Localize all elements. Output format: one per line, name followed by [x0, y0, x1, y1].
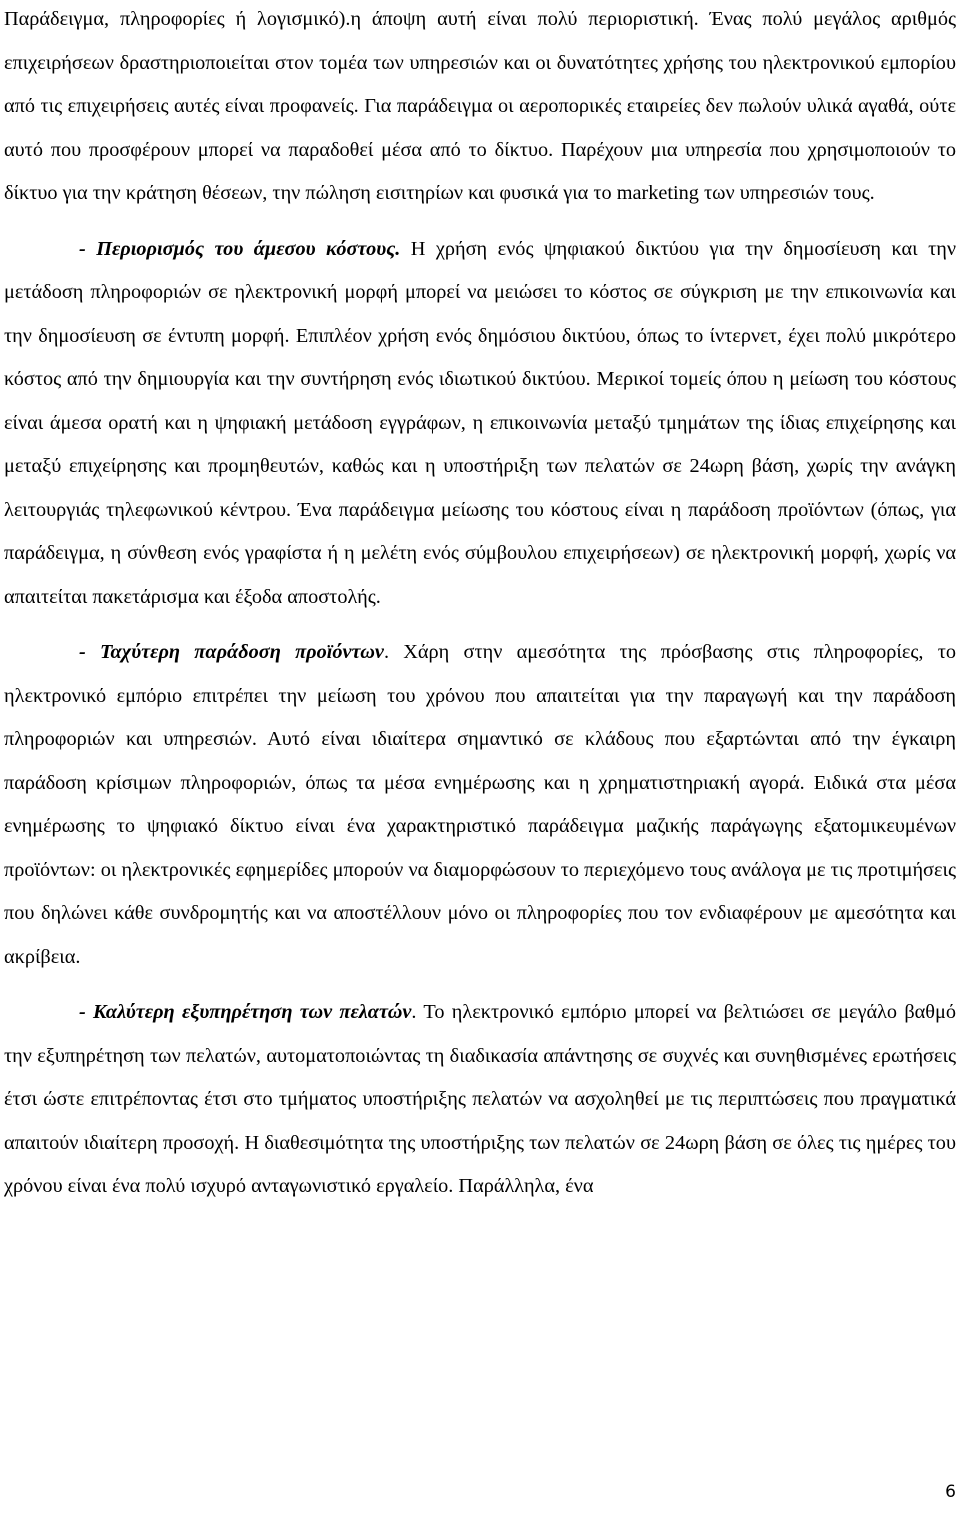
section-heading: - Περιορισμός του άμεσου κόστους — [79, 237, 396, 260]
intro-paragraph — [4, 0, 956, 216]
section-body: Χάρη στην αμεσότητα της πρόσβασης στις πληροφορίες, το ηλεκτρονικό εμπόριο επιτρέπει την μείωση του χρόνου που απαιτείται για την παραγωγή και την παράδοση πληροφοριών και υπηρεσιών. Αυτό είναι ιδιαίτερα σημαντικό σε κλάδους που εξαρτώνται από την έγκαιρη παράδοση κρίσιμων πληροφοριών, όπως τα μέσα ενημέρωσης και η χρηματιστηριακή αγορά. Ειδικά στα μέσα ενημέρωσης το ψηφιακό δίκτυο είναι ένα χαρακτηριστικό παράδειγμα μαζικής παράγωγης εξατομικευμένων προϊόντων: οι ηλεκτρονικές εφημερίδες μπορούν να διαμορφώσουν το περιεχόμενο τους ανάλογα με τις προτιμήσεις που δηλώνει κάθε συνδρομητής και να αποστέλλουν μόνο οι πληροφορίες που τον ενδιαφέρουν με αμεσότητα και ακρίβεια. — [4, 641, 956, 968]
section-heading-punct: . — [395, 237, 401, 260]
section-direct-cost — [4, 228, 956, 620]
section-body: Η χρήση ενός ψηφιακού δικτύου για την δημοσίευση και την μετάδοση πληροφοριών σε ηλεκτρονική μορφή μπορεί να μειώσει το κόστος σε σύγκριση με την επικοινωνία και την δημοσίευση σε έντυπη μορφή. Επιπλέον χρήση ενός δημόσιου δικτύου, όπως το ίντερνετ, έχει πολύ μικρότερο κόστος από την δημιουργία και την συντήρηση ενός ιδιωτικού δικτύου. Μερικοί τομείς όπου η μείωση του κόστους είναι άμεσα ορατή και η ψηφιακή μετάδοση εγγράφων, η επικοινωνία μεταξύ τμημάτων της ίδιας επιχείρησης και μεταξύ επιχείρησης και προμηθευτών, καθώς και η υποστήριξη των πελατών σε 24ωρη βάση, χωρίς την ανάγκη λειτουργιάς τηλεφωνικού κέντρου. Ένα παράδειγμα μείωσης του κόστους είναι η παράδοση προϊόντων (όπως, για παράδειγμα, η σύνθεση ενός γραφίστα ή η μελέτη ενός σύμβουλου επιχειρήσεων) σε ηλεκτρονική μορφή, χωρίς να απαιτείται πακετάρισμα και έξοδα αποστολής. — [4, 237, 957, 608]
page-number: 6 — [945, 1482, 956, 1502]
section-heading: - Ταχύτερη παράδοση προϊόντων — [79, 641, 384, 663]
intro-paragraph-text: Παράδειγμα, πληροφορίες ή λογισμικό).η άποψη αυτή είναι πολύ περιοριστική. Ένας πολύ μεγάλος αριθμός επιχειρήσεων δραστηριοποιείται στον τομέα των υπηρεσιών και οι δυνατότητες χρήσης του ηλεκτρονικού εμπορίου από τις επιχειρήσεις αυτές είναι προφανείς. Για παράδειγμα οι αεροπορικές εταιρείες δεν πωλούν υλικά αγαθά, ούτε αυτό που προσφέρουν μπορεί να παραδοθεί μέσα από το δίκτυο. Παρέχουν μια υπηρεσία που χρησιμοποιούν το δίκτυο για την κράτηση θέσεων, την πώληση εισιτηρίων και φυσικά για το marketing των υπηρεσιών τους. — [4, 8, 956, 204]
section-heading-punct: . — [411, 1001, 417, 1023]
section-heading-punct: . — [383, 641, 390, 663]
document-body — [4, 0, 956, 1209]
section-customer-service — [4, 991, 956, 1209]
section-body: Το ηλεκτρονικό εμπόριο μπορεί να βελτιώσει σε μεγάλο βαθμό την εξυπηρέτηση των πελατών, αυτοματοποιώντας τη διαδικασία απάντησης σε συχνές και συνηθισμένες ερωτήσεις έτσι ώστε επιτρέποντας έτσι στο τμήματος υποστήριξης πελατών να ασχοληθεί με τις περιπτώσεις που πραγματικά απαιτούν ιδιαίτερη προσοχή. Η διαθεσιμότητα της υποστήριξης των πελατών σε 24ωρη βάση σε όλες τις ημέρες του χρόνου είναι ένα πολύ ισχυρό ανταγωνιστικό εργαλείο. Παράλληλα, ένα — [4, 1001, 957, 1197]
section-fast-delivery — [4, 631, 956, 979]
section-heading: - Καλύτερη εξυπηρέτηση των πελατών — [79, 1001, 412, 1023]
